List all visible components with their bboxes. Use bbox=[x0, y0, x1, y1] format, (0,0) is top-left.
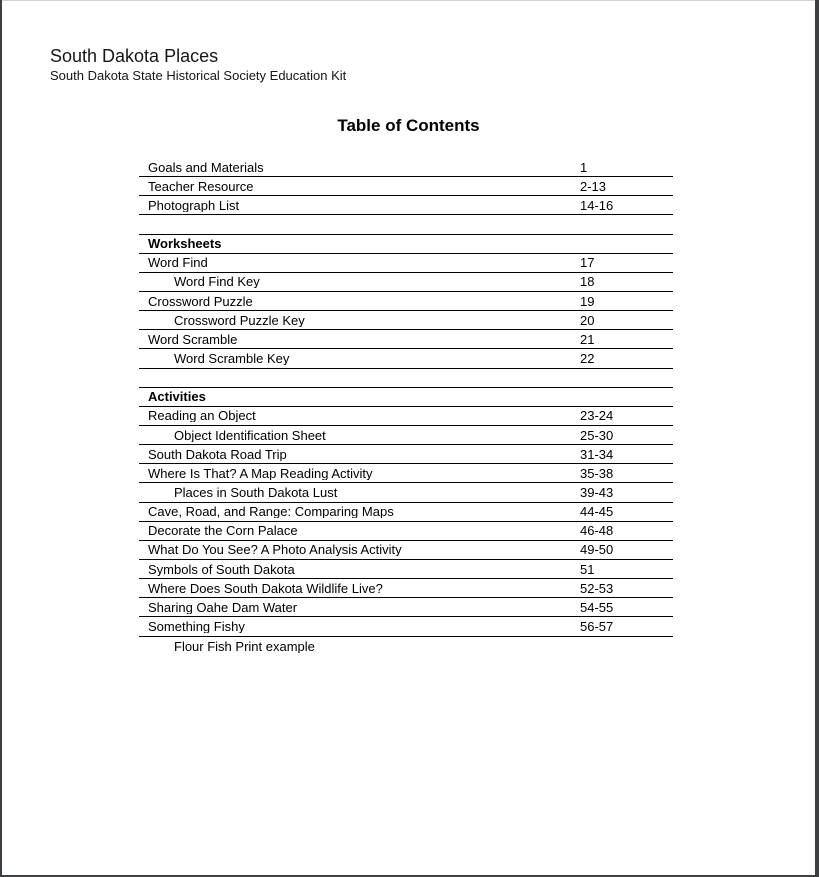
toc-entry-pages: 56-57 bbox=[580, 618, 614, 634]
toc-entry-pages: 22 bbox=[580, 350, 595, 366]
toc-row bbox=[139, 617, 673, 636]
toc-entry-pages: 17 bbox=[580, 255, 595, 271]
toc-entry-label: Reading an Object bbox=[148, 409, 256, 423]
toc-spacer-row bbox=[139, 369, 673, 388]
toc-row bbox=[139, 637, 673, 656]
toc-entry-pages: 49-50 bbox=[580, 542, 614, 558]
toc-row bbox=[139, 522, 673, 541]
toc-entry-pages: 2-13 bbox=[580, 178, 607, 194]
toc-entry-pages: 20 bbox=[580, 312, 595, 328]
toc-entry-label: Word Scramble bbox=[148, 332, 238, 346]
toc-entry-pages: 1 bbox=[580, 159, 588, 175]
toc-entry-pages: 21 bbox=[580, 331, 595, 347]
toc-entry-pages: 51 bbox=[580, 561, 595, 577]
toc-entry-label: Something Fishy bbox=[148, 619, 245, 633]
toc-entry-pages: 14-16 bbox=[580, 197, 614, 213]
toc-section-label: Worksheets bbox=[148, 237, 222, 251]
toc-row bbox=[139, 464, 673, 483]
toc-row bbox=[139, 598, 673, 617]
toc-row bbox=[139, 445, 673, 464]
document-title: South Dakota Places bbox=[50, 46, 219, 66]
document-page bbox=[2, 0, 815, 875]
toc-entry-label: What Do You See? A Photo Analysis Activity bbox=[148, 543, 402, 557]
toc-row bbox=[139, 254, 673, 273]
toc-row bbox=[139, 177, 673, 196]
toc-entry-pages: 23-24 bbox=[580, 408, 614, 424]
toc-entry-label: Sharing Oahe Dam Water bbox=[148, 600, 298, 614]
toc-entry-label: Word Scramble Key bbox=[174, 351, 290, 365]
toc-entry-label: Word Find bbox=[148, 256, 208, 270]
toc-entry-label: Crossword Puzzle bbox=[148, 294, 253, 308]
toc-row bbox=[139, 503, 673, 522]
toc-entry-pages: 39-43 bbox=[580, 484, 614, 500]
toc-row bbox=[139, 311, 673, 330]
toc-row bbox=[139, 273, 673, 292]
toc-entry-label: Where Does South Dakota Wildlife Live? bbox=[148, 581, 383, 595]
toc-entry-pages: 44-45 bbox=[580, 504, 614, 520]
toc-entry-pages: 52-53 bbox=[580, 580, 614, 596]
toc-entry-label: Flour Fish Print example bbox=[174, 639, 315, 653]
toc-entry-pages: 18 bbox=[580, 274, 595, 290]
toc-entry-label: Symbols of South Dakota bbox=[148, 562, 295, 576]
toc-section-row bbox=[139, 235, 673, 254]
toc-entry-label: Decorate the Corn Palace bbox=[148, 524, 298, 538]
toc-entry-label: Object Identification Sheet bbox=[174, 428, 326, 442]
toc-entry-label: South Dakota Road Trip bbox=[148, 447, 287, 461]
toc-row bbox=[139, 330, 673, 349]
toc-row bbox=[139, 407, 673, 426]
toc-table bbox=[139, 158, 673, 656]
toc-entry-pages: 25-30 bbox=[580, 427, 614, 443]
toc-row bbox=[139, 579, 673, 598]
toc-row bbox=[139, 483, 673, 502]
toc-entry-label: Teacher Resource bbox=[148, 179, 254, 193]
toc-entry-pages: 54-55 bbox=[580, 599, 614, 615]
toc-entry-label: Places in South Dakota Lust bbox=[174, 485, 338, 499]
toc-entry-pages: 19 bbox=[580, 293, 595, 309]
toc-row bbox=[139, 292, 673, 311]
toc-entry-label: Crossword Puzzle Key bbox=[174, 313, 305, 327]
toc-entry-pages: 35-38 bbox=[580, 465, 614, 481]
toc-entry-label: Cave, Road, and Range: Comparing Maps bbox=[148, 505, 394, 519]
toc-entry-pages: 46-48 bbox=[580, 523, 614, 539]
toc-entry-label: Word Find Key bbox=[174, 275, 260, 289]
toc-spacer-row bbox=[139, 215, 673, 234]
toc-row bbox=[139, 196, 673, 215]
toc-entry-pages: 31-34 bbox=[580, 446, 614, 462]
toc-entry-label: Where Is That? A Map Reading Activity bbox=[148, 466, 373, 480]
toc-row bbox=[139, 541, 673, 560]
toc-row bbox=[139, 426, 673, 445]
toc-entry-label: Photograph List bbox=[148, 198, 240, 212]
toc-heading: Table of Contents bbox=[337, 116, 480, 135]
toc-row bbox=[139, 560, 673, 579]
toc-row bbox=[139, 158, 673, 177]
toc-row bbox=[139, 349, 673, 368]
toc-entry-label: Goals and Materials bbox=[148, 160, 264, 174]
toc-section-label: Activities bbox=[148, 390, 206, 404]
document-subtitle: South Dakota State Historical Society Education Kit bbox=[50, 68, 347, 83]
toc-section-row bbox=[139, 388, 673, 407]
